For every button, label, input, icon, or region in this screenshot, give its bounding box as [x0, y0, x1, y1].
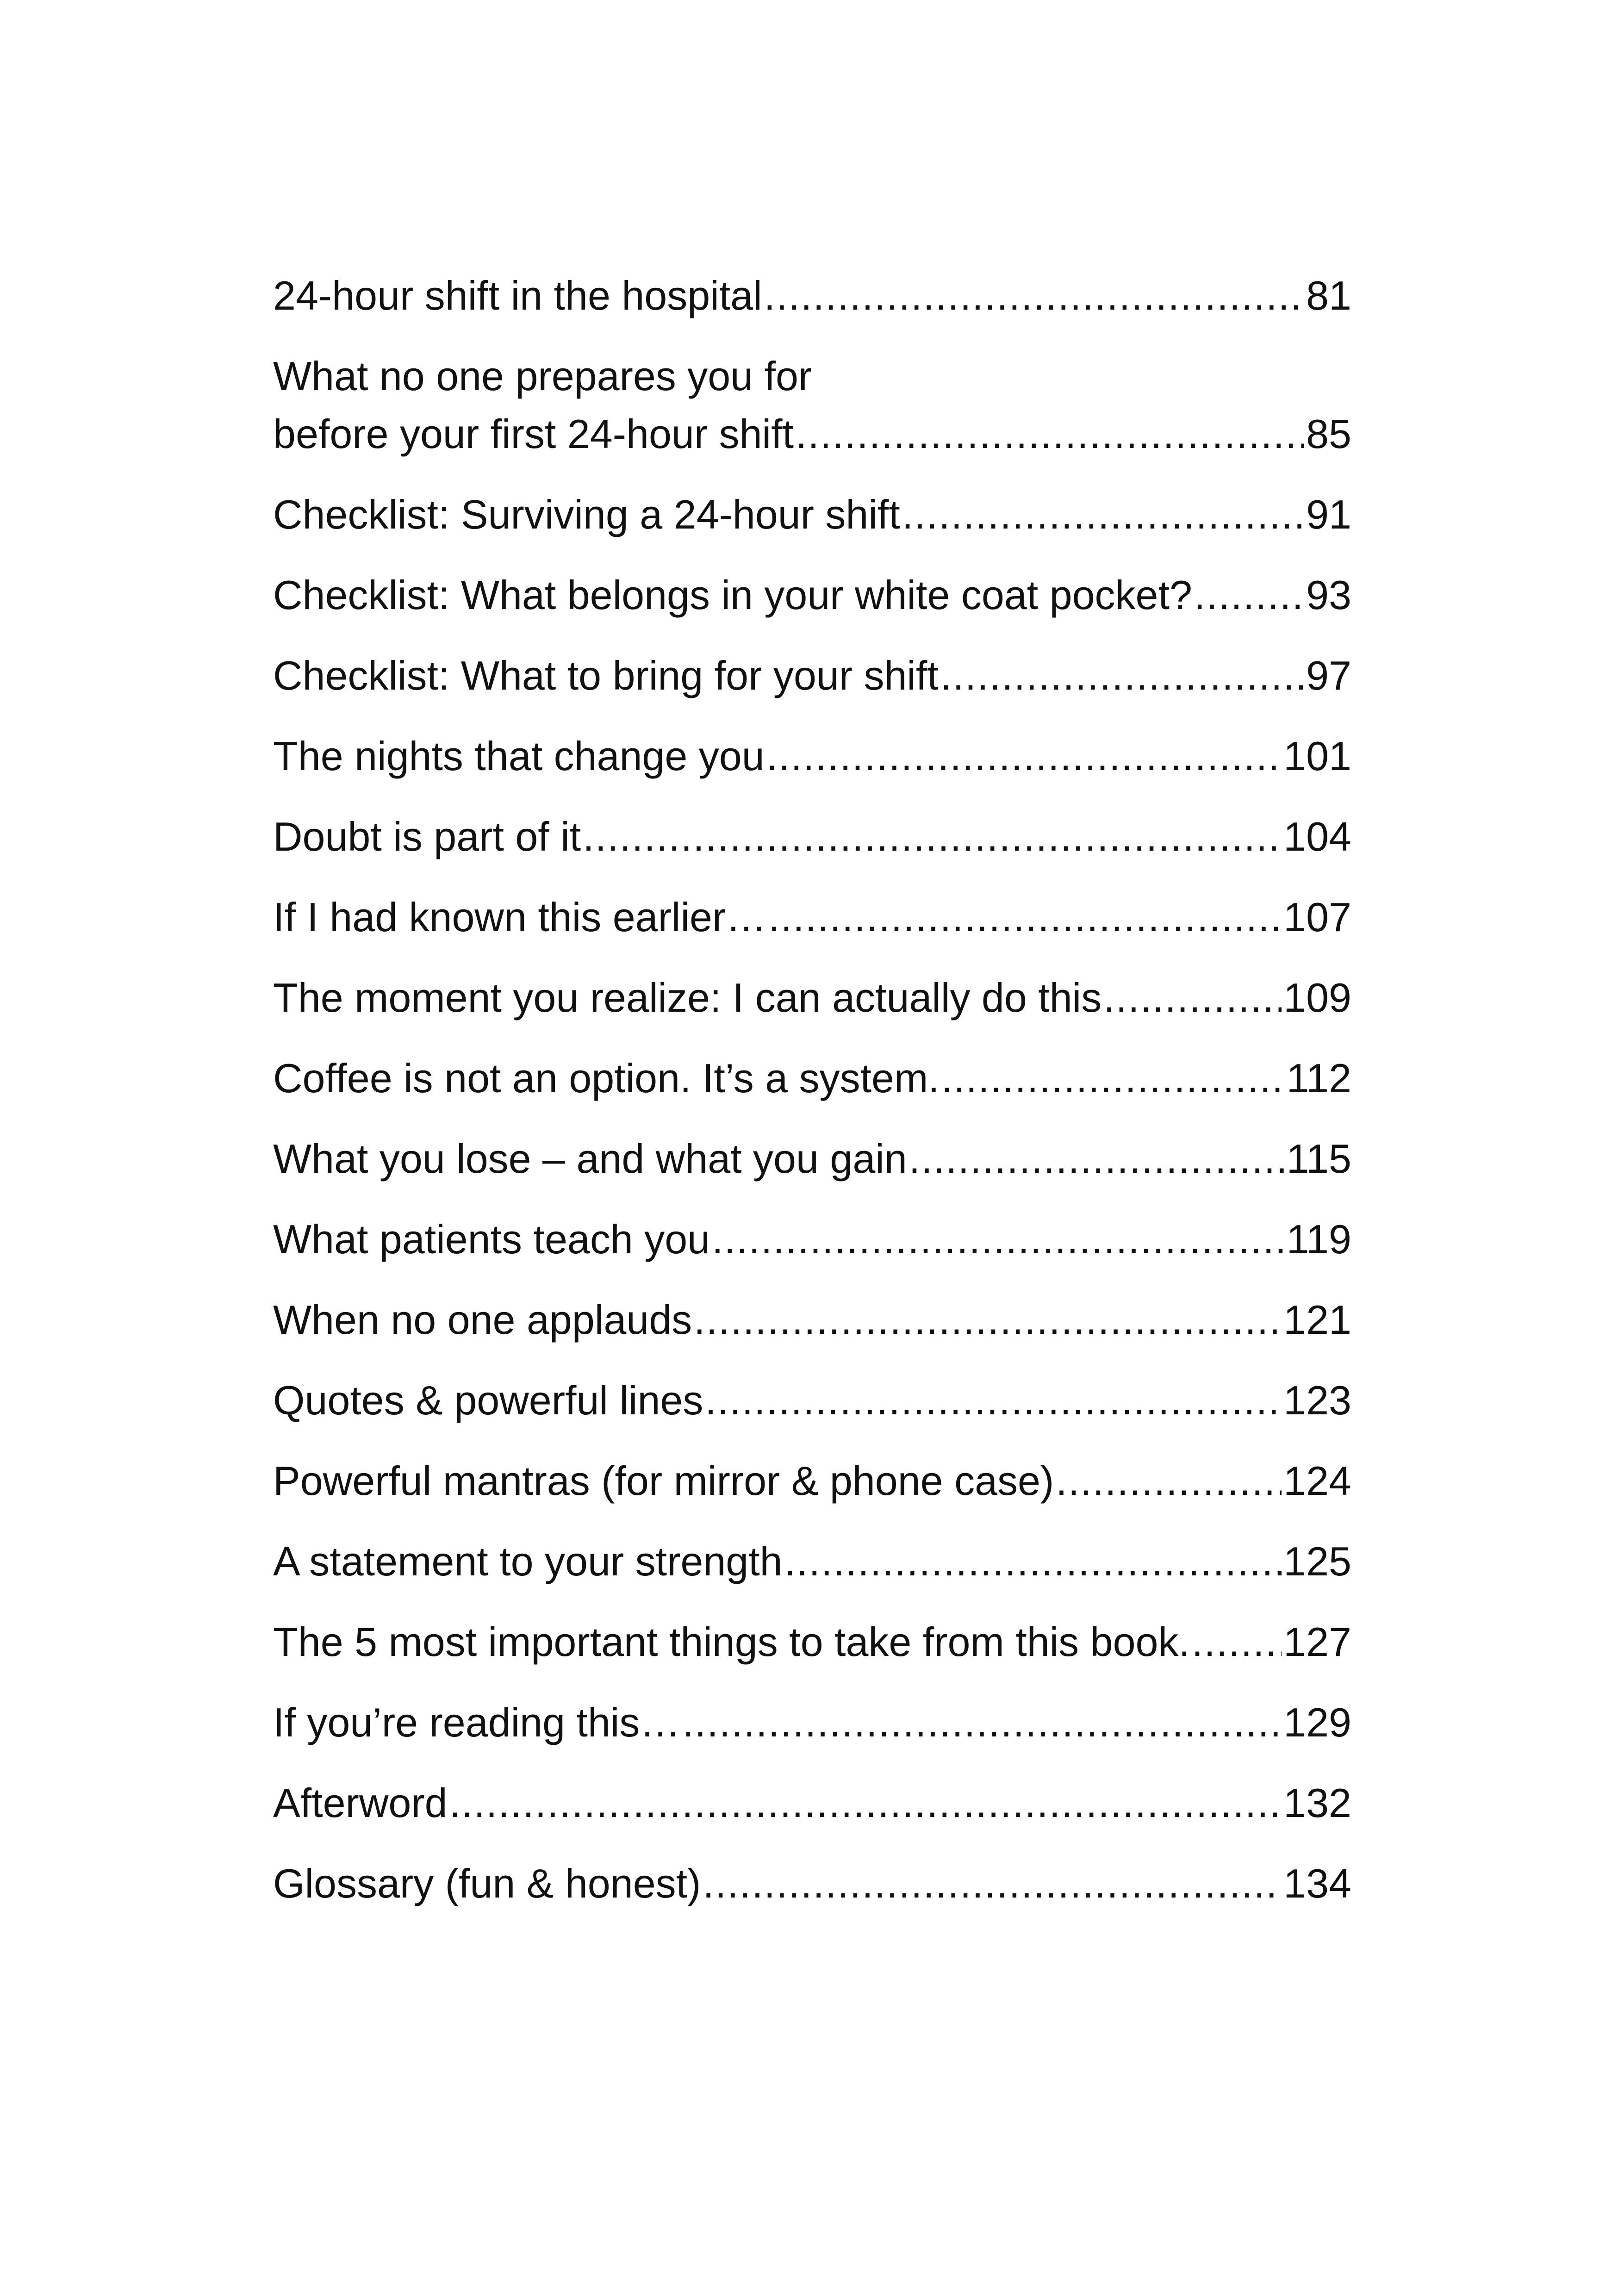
- toc-entry: [273, 1296, 1351, 1377]
- toc-entry: [273, 733, 1351, 813]
- dot-leader: [682, 1699, 1282, 1746]
- toc-entry-title: Glossary (fun & honest): [273, 1860, 701, 1906]
- toc-entry: [273, 813, 1351, 894]
- dot-leader: [941, 1055, 1285, 1101]
- toc-entry-title: Doubt is part of it: [273, 814, 581, 859]
- dot-leader: [766, 733, 1282, 779]
- toc-entry: [273, 572, 1351, 652]
- toc-entry-page: 119: [1286, 1216, 1351, 1262]
- toc-entry-title: Powerful mantras (for mirror & phone case): [273, 1458, 1054, 1504]
- dot-leader: [1056, 1457, 1282, 1504]
- toc-entry-title: Checklist: What belongs in your white coat pocket?: [273, 572, 1192, 618]
- toc-entry-page: 97: [1306, 653, 1351, 698]
- toc-entry-title: Checklist: Surviving a 24-hour shift: [273, 492, 900, 537]
- toc-entry-title: The 5 most important things to take from this book.: [273, 1619, 1190, 1665]
- toc-entry-page: 101: [1283, 733, 1351, 779]
- dot-leader: [1103, 974, 1282, 1021]
- toc-entry-page: 132: [1283, 1780, 1351, 1826]
- table-of-contents: [273, 272, 1351, 1941]
- toc-entry-page: 129: [1283, 1699, 1351, 1745]
- dot-leader: [902, 491, 1304, 538]
- toc-entry: [273, 491, 1351, 572]
- dot-leader: [712, 1216, 1285, 1263]
- dot-leader: [1192, 1618, 1282, 1665]
- dot-leader: [703, 1860, 1282, 1907]
- toc-entry-title: before your first 24-hour shift: [273, 411, 794, 457]
- toc-entry: [273, 1780, 1351, 1860]
- toc-entry-page: 115: [1286, 1136, 1351, 1182]
- toc-entry-title: If you’re reading this…: [273, 1699, 681, 1745]
- toc-entry: [273, 1618, 1351, 1699]
- toc-entry-page: 104: [1283, 814, 1351, 859]
- dot-leader: [909, 1135, 1285, 1182]
- dot-leader: [768, 894, 1282, 940]
- toc-entry-page: 81: [1306, 273, 1351, 318]
- toc-entry-page: 91: [1306, 492, 1351, 537]
- toc-entry-title-line1: What no one prepares you for: [273, 353, 812, 399]
- dot-leader: [764, 272, 1304, 319]
- toc-entry: [273, 1699, 1351, 1780]
- toc-entry-page: 123: [1283, 1377, 1351, 1423]
- toc-entry-page: 109: [1283, 975, 1351, 1020]
- dot-leader: [694, 1296, 1282, 1343]
- toc-entry-page: 112: [1286, 1055, 1351, 1101]
- dot-leader: [796, 411, 1304, 457]
- toc-entry: [273, 272, 1351, 353]
- toc-entry: [273, 1055, 1351, 1135]
- toc-entry: [273, 1538, 1351, 1618]
- toc-entry-title: The moment you realize: I can actually do this: [273, 975, 1102, 1020]
- toc-entry-title: Afterword: [273, 1780, 448, 1826]
- toc-entry-title: 24-hour shift in the hospital: [273, 273, 762, 318]
- toc-entry: [273, 1860, 1351, 1941]
- toc-entry-page: 85: [1306, 411, 1351, 457]
- dot-leader: [940, 652, 1304, 699]
- toc-entry: [273, 1216, 1351, 1296]
- dot-leader: [705, 1377, 1282, 1424]
- toc-entry: [273, 652, 1351, 733]
- toc-entry: [273, 353, 1351, 491]
- toc-entry-page: 121: [1283, 1297, 1351, 1343]
- toc-entry-page: 124: [1283, 1458, 1351, 1504]
- dot-leader: [449, 1780, 1282, 1826]
- toc-entry-title: Quotes & powerful lines: [273, 1377, 703, 1423]
- toc-entry-page: 127: [1283, 1619, 1351, 1665]
- toc-entry-page: 125: [1283, 1538, 1351, 1584]
- dot-leader: [784, 1538, 1282, 1585]
- toc-entry-title: When no one applauds: [273, 1297, 692, 1343]
- toc-entry: [273, 974, 1351, 1055]
- toc-entry: [273, 1135, 1351, 1216]
- toc-entry-title: What patients teach you: [273, 1216, 710, 1262]
- toc-entry-page: 134: [1283, 1860, 1351, 1906]
- toc-entry: [273, 1377, 1351, 1457]
- toc-entry: [273, 1457, 1351, 1538]
- toc-entry: [273, 894, 1351, 974]
- toc-entry-title: The nights that change you: [273, 733, 765, 779]
- toc-entry-title: Coffee is not an option. It’s a system.: [273, 1055, 940, 1101]
- toc-entry-title: If I had known this earlier…: [273, 894, 767, 940]
- toc-entry-title: A statement to your strength: [273, 1538, 783, 1584]
- dot-leader: [1194, 572, 1304, 618]
- toc-entry-title: What you lose – and what you gain: [273, 1136, 907, 1182]
- toc-entry-title: Checklist: What to bring for your shift: [273, 653, 939, 698]
- toc-entry-page: 107: [1283, 894, 1351, 940]
- dot-leader: [583, 813, 1282, 860]
- toc-entry-page: 93: [1306, 572, 1351, 618]
